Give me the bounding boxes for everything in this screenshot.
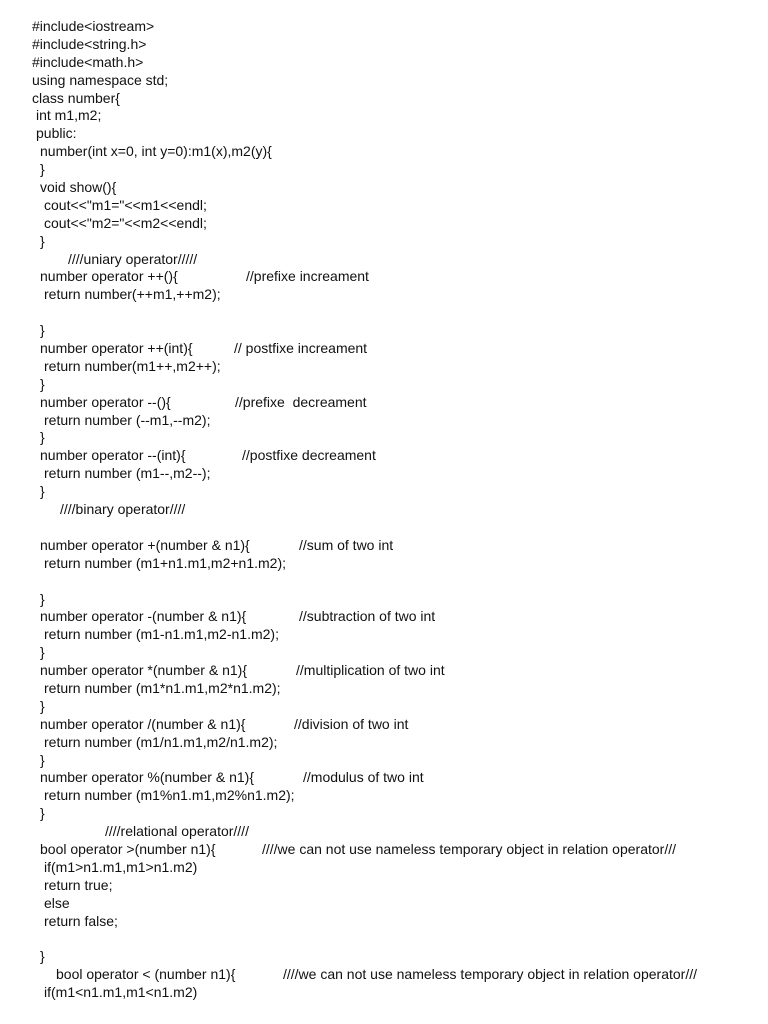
code-text: int m1,m2; xyxy=(36,107,102,124)
code-text: return true; xyxy=(44,876,113,893)
code-text: number operator --(){ xyxy=(40,393,171,410)
code-line xyxy=(32,18,762,36)
code-line xyxy=(32,608,762,626)
code-line xyxy=(32,877,762,895)
code-line xyxy=(32,465,762,483)
code-line xyxy=(32,859,762,877)
code-comment: //postfixe decreament xyxy=(242,447,376,464)
code-text: } xyxy=(40,697,45,714)
code-text: using namespace std; xyxy=(32,71,169,88)
code-text: class number{ xyxy=(32,89,120,106)
code-line xyxy=(32,90,762,108)
code-line xyxy=(32,734,762,752)
code-line xyxy=(32,54,762,72)
code-text: } xyxy=(40,161,45,178)
code-line xyxy=(32,752,762,770)
code-line xyxy=(32,787,762,805)
code-line xyxy=(32,72,762,90)
code-text: bool operator >(number n1){ xyxy=(40,840,216,857)
code-line xyxy=(32,680,762,698)
code-line xyxy=(32,555,762,573)
code-text: } xyxy=(40,590,45,607)
code-text: #include<math.h> xyxy=(32,53,144,70)
code-text: } xyxy=(40,948,45,965)
code-line xyxy=(32,913,762,931)
code-text: if(m1<n1.m1,m1<n1.m2) xyxy=(44,984,198,1001)
code-comment: // postfixe increament xyxy=(234,340,368,357)
code-line xyxy=(32,841,762,859)
code-line xyxy=(32,107,762,125)
code-text: else xyxy=(44,894,70,911)
code-line xyxy=(32,519,762,537)
code-text: bool operator < (number n1){ xyxy=(56,966,236,983)
code-comment: //modulus of two int xyxy=(303,769,424,786)
code-text: number operator --(int){ xyxy=(40,447,186,464)
code-line xyxy=(32,322,762,340)
code-text: return number (m1-n1.m1,m2-n1.m2); xyxy=(44,626,279,643)
code-comment: //prefixe decreament xyxy=(235,393,367,410)
code-comment: ////we can not use nameless temporary object in relation operator/// xyxy=(262,840,676,857)
code-text: #include<iostream> xyxy=(32,18,155,34)
code-text: cout<<"m1="<<m1<<endl; xyxy=(44,196,207,213)
code-line xyxy=(32,197,762,215)
code-comment: //subtraction of two int xyxy=(299,608,436,625)
code-line xyxy=(32,125,762,143)
code-line xyxy=(32,966,762,984)
code-line xyxy=(32,447,762,465)
code-text: return number (m1*n1.m1,m2*n1.m2); xyxy=(44,679,281,696)
code-line xyxy=(32,268,762,286)
code-line xyxy=(32,823,762,841)
code-line xyxy=(32,412,762,430)
code-line xyxy=(32,340,762,358)
code-text: } xyxy=(40,322,45,339)
code-comment: //multiplication of two int xyxy=(296,662,445,679)
code-line xyxy=(32,483,762,501)
code-line xyxy=(32,573,762,591)
code-text: ////relational operator//// xyxy=(105,823,249,840)
code-text: number operator /(number & n1){ xyxy=(40,715,246,732)
code-text: return number (m1--,m2--); xyxy=(44,465,211,482)
code-line xyxy=(32,179,762,197)
code-line xyxy=(32,251,762,269)
code-line xyxy=(32,626,762,644)
code-line xyxy=(32,304,762,322)
code-text: number operator ++(int){ xyxy=(40,340,193,357)
code-text: return number (m1%n1.m1,m2%n1.m2); xyxy=(44,787,295,804)
code-text: } xyxy=(40,483,45,500)
code-line xyxy=(32,161,762,179)
code-line xyxy=(32,358,762,376)
code-text: return false; xyxy=(44,912,118,929)
code-text: void show(){ xyxy=(40,179,117,196)
code-text: number operator ++(){ xyxy=(40,268,178,285)
code-text: #include<string.h> xyxy=(32,35,147,52)
code-text: number operator -(number & n1){ xyxy=(40,608,247,625)
code-text: } xyxy=(40,751,45,768)
code-line xyxy=(32,769,762,787)
code-text: cout<<"m2="<<m2<<endl; xyxy=(44,214,207,231)
code-text: number operator %(number & n1){ xyxy=(40,769,254,786)
code-line xyxy=(32,286,762,304)
code-line xyxy=(32,662,762,680)
code-line xyxy=(32,215,762,233)
code-text: return number (--m1,--m2); xyxy=(44,411,211,428)
code-line xyxy=(32,591,762,609)
code-line xyxy=(32,394,762,412)
code-comment: //division of two int xyxy=(294,715,409,732)
code-text: ////uniary operator///// xyxy=(68,250,198,267)
code-text: return number (m1/n1.m1,m2/n1.m2); xyxy=(44,733,278,750)
code-text: return number (m1+n1.m1,m2+n1.m2); xyxy=(44,554,286,571)
source-code-block xyxy=(32,18,762,1002)
code-text: number(int x=0, int y=0):m1(x),m2(y){ xyxy=(40,143,272,160)
code-comment: //prefixe increament xyxy=(246,268,369,285)
code-text: number operator *(number & n1){ xyxy=(40,662,247,679)
code-line xyxy=(32,698,762,716)
code-line xyxy=(32,537,762,555)
code-line xyxy=(32,429,762,447)
code-text: } xyxy=(40,429,45,446)
code-text: number operator +(number & n1){ xyxy=(40,536,250,553)
code-line xyxy=(32,644,762,662)
code-comment: ////we can not use nameless temporary object in relation operator/// xyxy=(283,966,697,983)
code-line xyxy=(32,895,762,913)
code-line xyxy=(32,36,762,54)
code-text: public: xyxy=(36,125,77,142)
code-line xyxy=(32,930,762,948)
code-comment: //sum of two int xyxy=(299,536,394,553)
code-line xyxy=(32,948,762,966)
code-text: return number(++m1,++m2); xyxy=(44,286,221,303)
code-text: ////binary operator//// xyxy=(60,501,186,518)
code-line xyxy=(32,143,762,161)
code-text: } xyxy=(40,375,45,392)
code-text: } xyxy=(40,232,45,249)
code-line xyxy=(32,716,762,734)
code-text: return number(m1++,m2++); xyxy=(44,357,221,374)
code-line xyxy=(32,805,762,823)
code-line xyxy=(32,376,762,394)
code-line xyxy=(32,984,762,1002)
code-text: } xyxy=(40,805,45,822)
code-text: } xyxy=(40,644,45,661)
code-text: if(m1>n1.m1,m1>n1.m2) xyxy=(44,858,198,875)
code-line xyxy=(32,501,762,519)
code-line xyxy=(32,233,762,251)
